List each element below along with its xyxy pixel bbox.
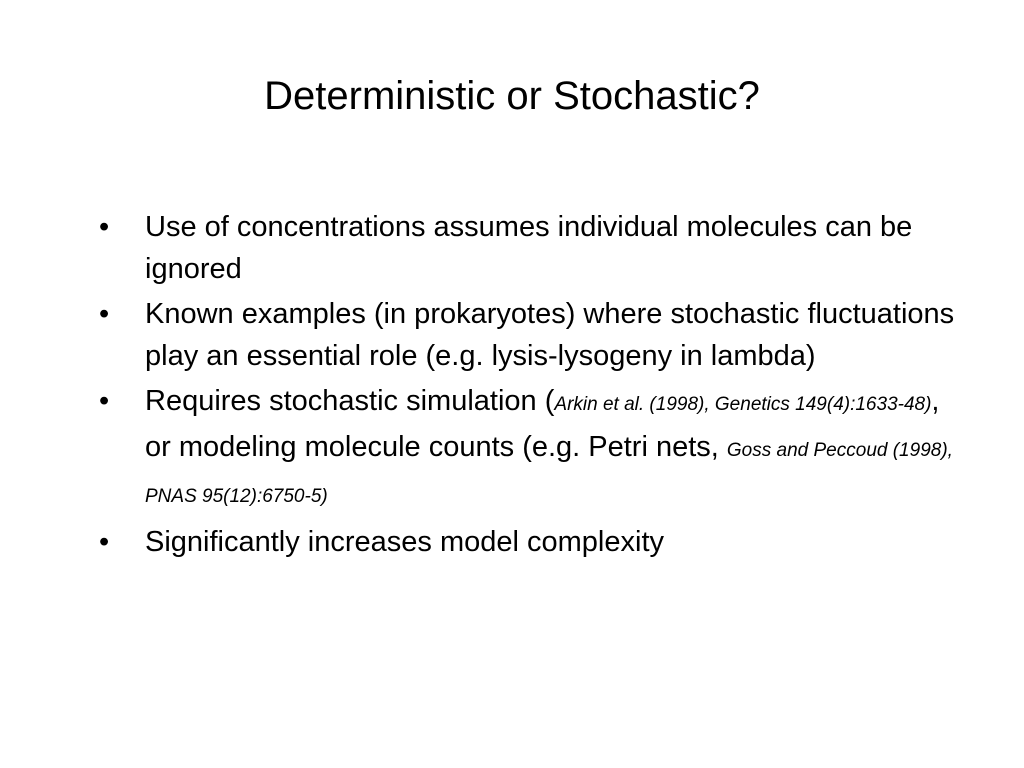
bullet-icon: • xyxy=(99,298,110,330)
bullet-icon: • xyxy=(99,526,110,558)
bullet-item-2 xyxy=(99,293,969,377)
citation-goss: Goss and Peccoud (1998), PNAS 95(12):6750-5) xyxy=(145,440,953,507)
bullet-text: Use of concentrations assumes individual molecules can be ignored xyxy=(145,211,913,285)
citation-arkin: Arkin et al. (1998), Genetics 149(4):1633-48) xyxy=(554,394,932,415)
bullet-item-4 xyxy=(99,521,969,563)
bullet-item-1 xyxy=(99,206,969,290)
bullet-text-continued: , or modeling molecule counts (e.g. Petri nets, xyxy=(145,385,940,463)
bullet-icon: • xyxy=(99,211,110,243)
bullet-text: Known examples (in prokaryotes) where stochastic fluctuations play an essential role (e.g. lysis-lysogeny in lambda) xyxy=(145,298,955,372)
bullet-icon: • xyxy=(99,385,110,417)
bullet-item-3 xyxy=(99,380,969,518)
bullet-text: Significantly increases model complexity xyxy=(145,526,664,558)
slide-title: Deterministic or Stochastic? xyxy=(264,74,760,118)
bullet-list xyxy=(99,206,969,566)
bullet-text: Requires stochastic simulation ( xyxy=(145,385,555,417)
